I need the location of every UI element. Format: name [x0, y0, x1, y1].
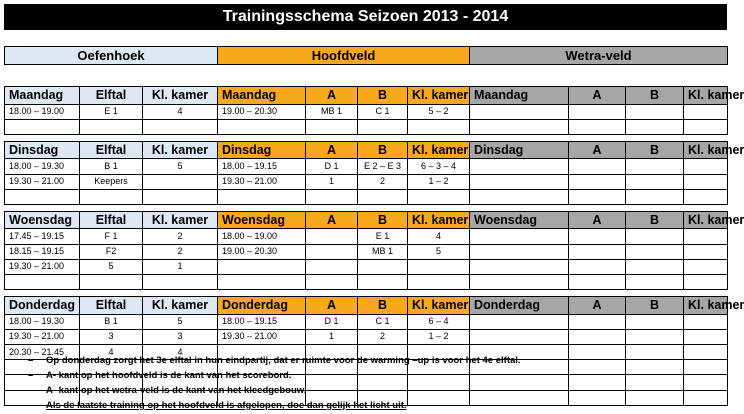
wetra-cell: [470, 275, 569, 290]
column-header: Kl. kamer: [143, 141, 218, 159]
hoofdveld-cell: C 1: [358, 104, 408, 119]
wetra-cell: [626, 390, 684, 405]
hoofdveld-cell: [306, 244, 358, 259]
wetra-cell: [569, 229, 626, 244]
wetra-cell: [470, 104, 569, 119]
hoofdveld-cell: [218, 259, 306, 274]
column-header: Kl. kamer: [408, 141, 470, 159]
hoofdveld-cell: [306, 189, 358, 204]
wetra-cell: [626, 159, 684, 174]
field-wetra-veld: Wetra-veld: [470, 47, 728, 65]
hoofdveld-cell: [218, 189, 306, 204]
wetra-cell: [684, 189, 728, 204]
hoofdveld-cell: MB 1: [358, 244, 408, 259]
hoofdveld-cell: [408, 119, 470, 134]
wetra-cell: [626, 375, 684, 390]
hoofdveld-cell: 1: [306, 329, 358, 344]
oefenhoek-cell: 5: [143, 314, 218, 329]
wetra-cell: [569, 259, 626, 274]
oefenhoek-cell: 18.00 – 19.00: [5, 104, 80, 119]
wetra-cell: [626, 119, 684, 134]
day-spacer: [5, 290, 728, 297]
wetra-cell: [470, 189, 569, 204]
day-label-wetra-veld: Maandag: [470, 87, 569, 105]
day-label-oefenhoek: Woensdag: [5, 211, 80, 229]
wetra-cell: [569, 360, 626, 375]
day-header-row: [5, 297, 728, 315]
hoofdveld-cell: [408, 259, 470, 274]
wetra-cell: [626, 314, 684, 329]
column-header: Kl. kamer: [408, 297, 470, 315]
column-header: Kl. kamer: [143, 87, 218, 105]
column-header: B: [626, 141, 684, 159]
wetra-cell: [626, 329, 684, 344]
column-header: A: [569, 211, 626, 229]
hoofdveld-cell: [358, 189, 408, 204]
table-row: [5, 229, 728, 244]
note-item: – A- kant op het hoofdveld is de kant van het scorebord.: [28, 368, 521, 383]
day-header-row: [5, 141, 728, 159]
hoofdveld-cell: E 2 – E 3: [358, 159, 408, 174]
column-header: Kl. kamer: [143, 297, 218, 315]
oefenhoek-cell: Keepers: [80, 174, 143, 189]
day-label-wetra-veld: Dinsdag: [470, 141, 569, 159]
column-header: Kl. kamer: [684, 141, 728, 159]
column-header: B: [358, 141, 408, 159]
hoofdveld-cell: [358, 259, 408, 274]
hoofdveld-cell: [408, 275, 470, 290]
hoofdveld-cell: [218, 119, 306, 134]
notes-list: [28, 353, 521, 413]
column-header: Elftal: [80, 87, 143, 105]
wetra-cell: [684, 174, 728, 189]
note-item: – Als de laatste training op het hoofdveld is afgelopen, doe dan gelijk het licht uit.: [28, 398, 521, 413]
wetra-cell: [684, 360, 728, 375]
field-header-row: [4, 46, 728, 65]
oefenhoek-cell: 19.30 – 21.00: [5, 174, 80, 189]
oefenhoek-cell: 3: [143, 329, 218, 344]
day-label-hoofdveld: Dinsdag: [218, 141, 306, 159]
hoofdveld-cell: 19.00 – 20.30: [218, 104, 306, 119]
wetra-cell: [569, 119, 626, 134]
wetra-cell: [470, 174, 569, 189]
oefenhoek-cell: [143, 119, 218, 134]
wetra-cell: [569, 244, 626, 259]
wetra-cell: [569, 390, 626, 405]
wetra-cell: [569, 375, 626, 390]
field-hoofdveld: Hoofdveld: [218, 47, 470, 65]
day-label-wetra-veld: Donderdag: [470, 297, 569, 315]
wetra-cell: [470, 244, 569, 259]
oefenhoek-cell: 5: [80, 259, 143, 274]
oefenhoek-cell: 19.30 – 21.00: [5, 259, 80, 274]
hoofdveld-cell: 2: [358, 174, 408, 189]
column-header: B: [626, 87, 684, 105]
day-label-hoofdveld: Woensdag: [218, 211, 306, 229]
oefenhoek-cell: [5, 189, 80, 204]
hoofdveld-cell: 18.00 – 19.00: [218, 229, 306, 244]
oefenhoek-cell: 5: [143, 159, 218, 174]
oefenhoek-cell: 17.45 – 19.15: [5, 229, 80, 244]
column-header: Elftal: [80, 141, 143, 159]
hoofdveld-cell: 5 – 2: [408, 104, 470, 119]
wetra-cell: [684, 104, 728, 119]
wetra-cell: [470, 119, 569, 134]
hoofdveld-cell: D 1: [306, 314, 358, 329]
table-row: [5, 174, 728, 189]
column-header: Kl. kamer: [684, 211, 728, 229]
wetra-cell: [684, 275, 728, 290]
table-row: [5, 189, 728, 204]
hoofdveld-cell: [218, 275, 306, 290]
day-spacer: [5, 134, 728, 141]
oefenhoek-cell: [80, 119, 143, 134]
spacer-cell: [5, 290, 728, 297]
hoofdveld-cell: [358, 275, 408, 290]
wetra-cell: [470, 259, 569, 274]
wetra-cell: [569, 275, 626, 290]
oefenhoek-cell: [80, 189, 143, 204]
hoofdveld-cell: C 1: [358, 314, 408, 329]
oefenhoek-cell: 18.00 – 19.30: [5, 314, 80, 329]
wetra-cell: [626, 259, 684, 274]
wetra-cell: [626, 244, 684, 259]
oefenhoek-cell: 2: [143, 229, 218, 244]
table-row: [5, 275, 728, 290]
column-header: B: [358, 211, 408, 229]
oefenhoek-cell: 4: [80, 345, 143, 360]
oefenhoek-cell: 3: [80, 329, 143, 344]
column-header: A: [569, 141, 626, 159]
table-row: [5, 259, 728, 274]
wetra-cell: [569, 174, 626, 189]
schedule-title: Trainingsschema Seizoen 2013 - 2014: [4, 4, 727, 30]
wetra-cell: [470, 229, 569, 244]
hoofdveld-cell: [306, 229, 358, 244]
hoofdveld-cell: [358, 119, 408, 134]
oefenhoek-cell: 1: [143, 259, 218, 274]
day-label-oefenhoek: Maandag: [5, 87, 80, 105]
wetra-cell: [684, 119, 728, 134]
hoofdveld-cell: [306, 119, 358, 134]
day-label-oefenhoek: Dinsdag: [5, 141, 80, 159]
day-header-row: [5, 87, 728, 105]
table-row: [5, 119, 728, 134]
column-header: B: [626, 297, 684, 315]
oefenhoek-cell: [5, 275, 80, 290]
wetra-cell: [684, 259, 728, 274]
column-header: A: [306, 141, 358, 159]
column-header: Kl. kamer: [143, 211, 218, 229]
spacer-cell: [5, 204, 728, 211]
wetra-cell: [569, 159, 626, 174]
wetra-cell: [626, 360, 684, 375]
oefenhoek-cell: F2: [80, 244, 143, 259]
table-row: [5, 244, 728, 259]
wetra-cell: [470, 314, 569, 329]
hoofdveld-cell: [306, 259, 358, 274]
oefenhoek-cell: 4: [143, 345, 218, 360]
oefenhoek-cell: [143, 174, 218, 189]
hoofdveld-cell: 1: [306, 174, 358, 189]
hoofdveld-cell: 18.00 – 19.15: [218, 159, 306, 174]
day-spacer: [5, 204, 728, 211]
wetra-cell: [569, 345, 626, 360]
column-header: Kl. kamer: [684, 297, 728, 315]
wetra-cell: [684, 159, 728, 174]
note-item: – A- kant op het wetra-veld is de kant van het kleedgebouw.: [28, 383, 521, 398]
field-oefenhoek: Oefenhoek: [5, 47, 218, 65]
hoofdveld-cell: 19.30 – 21.00: [218, 174, 306, 189]
table-row: [5, 104, 728, 119]
note-item: – Op donderdag zorgt het 3e elftal in hun eindpartij, dat er ruimte voor de warming –up is voor het 4e elftal.: [28, 353, 521, 368]
day-header-row: [5, 211, 728, 229]
hoofdveld-cell: 6 – 4: [408, 314, 470, 329]
column-header: B: [358, 87, 408, 105]
hoofdveld-cell: 5: [408, 244, 470, 259]
wetra-cell: [626, 189, 684, 204]
oefenhoek-cell: E 1: [80, 104, 143, 119]
wetra-cell: [626, 104, 684, 119]
oefenhoek-cell: F 1: [80, 229, 143, 244]
column-header: Elftal: [80, 297, 143, 315]
oefenhoek-cell: 20.30 – 21.45: [5, 345, 80, 360]
table-row: [5, 329, 728, 344]
oefenhoek-cell: [80, 275, 143, 290]
hoofdveld-cell: 18.00 – 19.15: [218, 314, 306, 329]
column-header: A: [569, 87, 626, 105]
column-header: Kl. kamer: [684, 87, 728, 105]
oefenhoek-cell: [143, 189, 218, 204]
column-header: A: [306, 297, 358, 315]
hoofdveld-cell: E 1: [358, 229, 408, 244]
oefenhoek-cell: 18.00 – 19.30: [5, 159, 80, 174]
hoofdveld-cell: [306, 275, 358, 290]
column-header: Kl. kamer: [408, 87, 470, 105]
column-header: Elftal: [80, 211, 143, 229]
hoofdveld-cell: 19.30 – 21.00: [218, 329, 306, 344]
day-label-hoofdveld: Maandag: [218, 87, 306, 105]
wetra-cell: [684, 229, 728, 244]
wetra-cell: [569, 104, 626, 119]
column-header: A: [569, 297, 626, 315]
wetra-cell: [684, 244, 728, 259]
spacer-cell: [5, 134, 728, 141]
column-header: B: [358, 297, 408, 315]
wetra-cell: [569, 314, 626, 329]
day-label-oefenhoek: Donderdag: [5, 297, 80, 315]
hoofdveld-cell: 6 – 3 – 4: [408, 159, 470, 174]
hoofdveld-cell: 1 – 2: [408, 174, 470, 189]
table-row: [5, 314, 728, 329]
wetra-cell: [684, 329, 728, 344]
wetra-cell: [569, 189, 626, 204]
wetra-cell: [626, 345, 684, 360]
oefenhoek-cell: B 1: [80, 314, 143, 329]
hoofdveld-cell: 1 – 2: [408, 329, 470, 344]
hoofdveld-cell: D 1: [306, 159, 358, 174]
day-label-wetra-veld: Woensdag: [470, 211, 569, 229]
wetra-cell: [626, 275, 684, 290]
oefenhoek-cell: [143, 275, 218, 290]
column-header: Kl. kamer: [408, 211, 470, 229]
hoofdveld-cell: 2: [358, 329, 408, 344]
wetra-cell: [684, 314, 728, 329]
wetra-cell: [684, 345, 728, 360]
day-label-hoofdveld: Donderdag: [218, 297, 306, 315]
oefenhoek-cell: [5, 119, 80, 134]
column-header: B: [626, 211, 684, 229]
hoofdveld-cell: MB 1: [306, 104, 358, 119]
wetra-cell: [470, 159, 569, 174]
hoofdveld-cell: [408, 189, 470, 204]
oefenhoek-cell: 19.30 – 21.00: [5, 329, 80, 344]
wetra-cell: [569, 329, 626, 344]
hoofdveld-cell: 19.00 – 20.30: [218, 244, 306, 259]
hoofdveld-cell: 4: [408, 229, 470, 244]
wetra-cell: [684, 390, 728, 405]
wetra-cell: [684, 375, 728, 390]
oefenhoek-cell: 4: [143, 104, 218, 119]
oefenhoek-cell: B 1: [80, 159, 143, 174]
oefenhoek-cell: 2: [143, 244, 218, 259]
column-header: A: [306, 87, 358, 105]
table-row: [5, 159, 728, 174]
wetra-cell: [470, 329, 569, 344]
wetra-cell: [626, 229, 684, 244]
column-header: A: [306, 211, 358, 229]
wetra-cell: [626, 174, 684, 189]
oefenhoek-cell: 18.15 – 19.15: [5, 244, 80, 259]
